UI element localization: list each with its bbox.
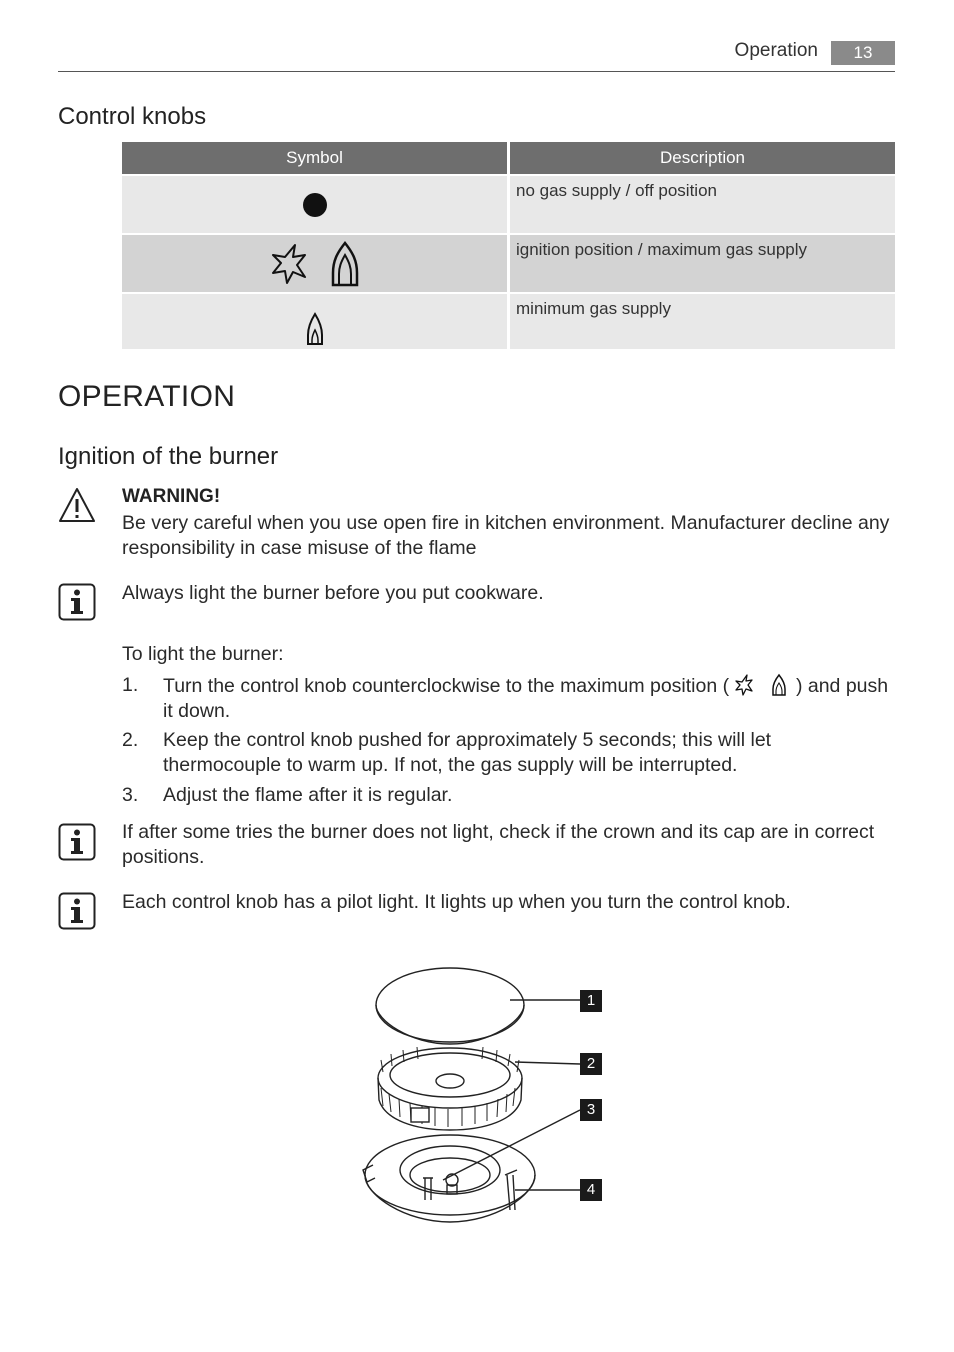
description-cell <box>510 176 895 233</box>
symbol-cell <box>122 176 507 233</box>
info-text-cookware: Always light the burner before you put cookware. <box>122 582 544 604</box>
info-text-pilot-light: Each control knob has a pilot light. It lights up when you turn the control knob. <box>122 891 791 913</box>
callout-cap: 1 <box>580 990 602 1012</box>
warning-title: WARNING! <box>122 486 221 507</box>
description-cell <box>510 235 895 292</box>
table-row <box>122 176 895 233</box>
ignition-maximum-flame-icon <box>267 239 363 289</box>
burner-exploded-illustration <box>355 960 615 1235</box>
step-text-after: ) and push it down. <box>163 675 889 722</box>
description-text: no gas supply / off position <box>516 181 717 200</box>
description-cell <box>510 294 895 349</box>
warning-text: Be very careful when you use open fire in kitchen environment. Manufacturer decline any responsibility in case misuse of the flame <box>122 512 890 559</box>
list-item <box>122 673 897 723</box>
operation-heading: OPERATION <box>58 380 236 413</box>
step-text: Keep the control knob pushed for approximately 5 seconds; this will let thermocouple to warm up. If not, the gas supply will be interrupted. <box>163 729 772 776</box>
ignition-heading: Ignition of the burner <box>58 443 279 470</box>
symbol-cell <box>122 235 507 292</box>
ignition-maximum-flame-icon <box>735 673 791 697</box>
warning-icon <box>58 487 96 523</box>
step-number: 1. <box>122 674 139 696</box>
symbol-cell <box>122 294 507 349</box>
list-item <box>122 783 897 808</box>
to-light-intro: To light the burner: <box>122 643 284 665</box>
control-knobs-table <box>122 142 895 349</box>
step-number: 3. <box>122 784 139 806</box>
minimum-flame-icon <box>305 312 325 346</box>
callout-thermocouple: 4 <box>580 1179 602 1201</box>
step-text <box>163 673 893 724</box>
description-text: ignition position / maximum gas supply <box>516 240 808 259</box>
info-icon <box>58 892 96 930</box>
column-header-description: Description <box>510 142 895 174</box>
off-position-icon <box>300 190 330 220</box>
table-row <box>122 235 895 292</box>
header-section-title: Operation <box>734 40 818 61</box>
info-icon <box>58 823 96 861</box>
page-number: 13 <box>831 41 895 65</box>
info-text-crown-cap: If after some tries the burner does not light, check if the crown and its cap are in correct positions. <box>122 821 875 868</box>
list-item <box>122 728 897 778</box>
step-text: Adjust the flame after it is regular. <box>163 784 453 806</box>
step-text-before: Turn the control knob counterclockwise to the maximum position ( <box>163 675 730 697</box>
control-knobs-heading: Control knobs <box>58 103 207 130</box>
info-icon <box>58 583 96 621</box>
callout-crown: 2 <box>580 1053 602 1075</box>
column-header-symbol: Symbol <box>122 142 507 174</box>
description-text: minimum gas supply <box>516 299 671 318</box>
table-row <box>122 294 895 349</box>
callout-injector: 3 <box>580 1099 602 1121</box>
header-divider <box>58 71 895 72</box>
step-number: 2. <box>122 729 139 751</box>
table-header-row <box>122 142 895 174</box>
